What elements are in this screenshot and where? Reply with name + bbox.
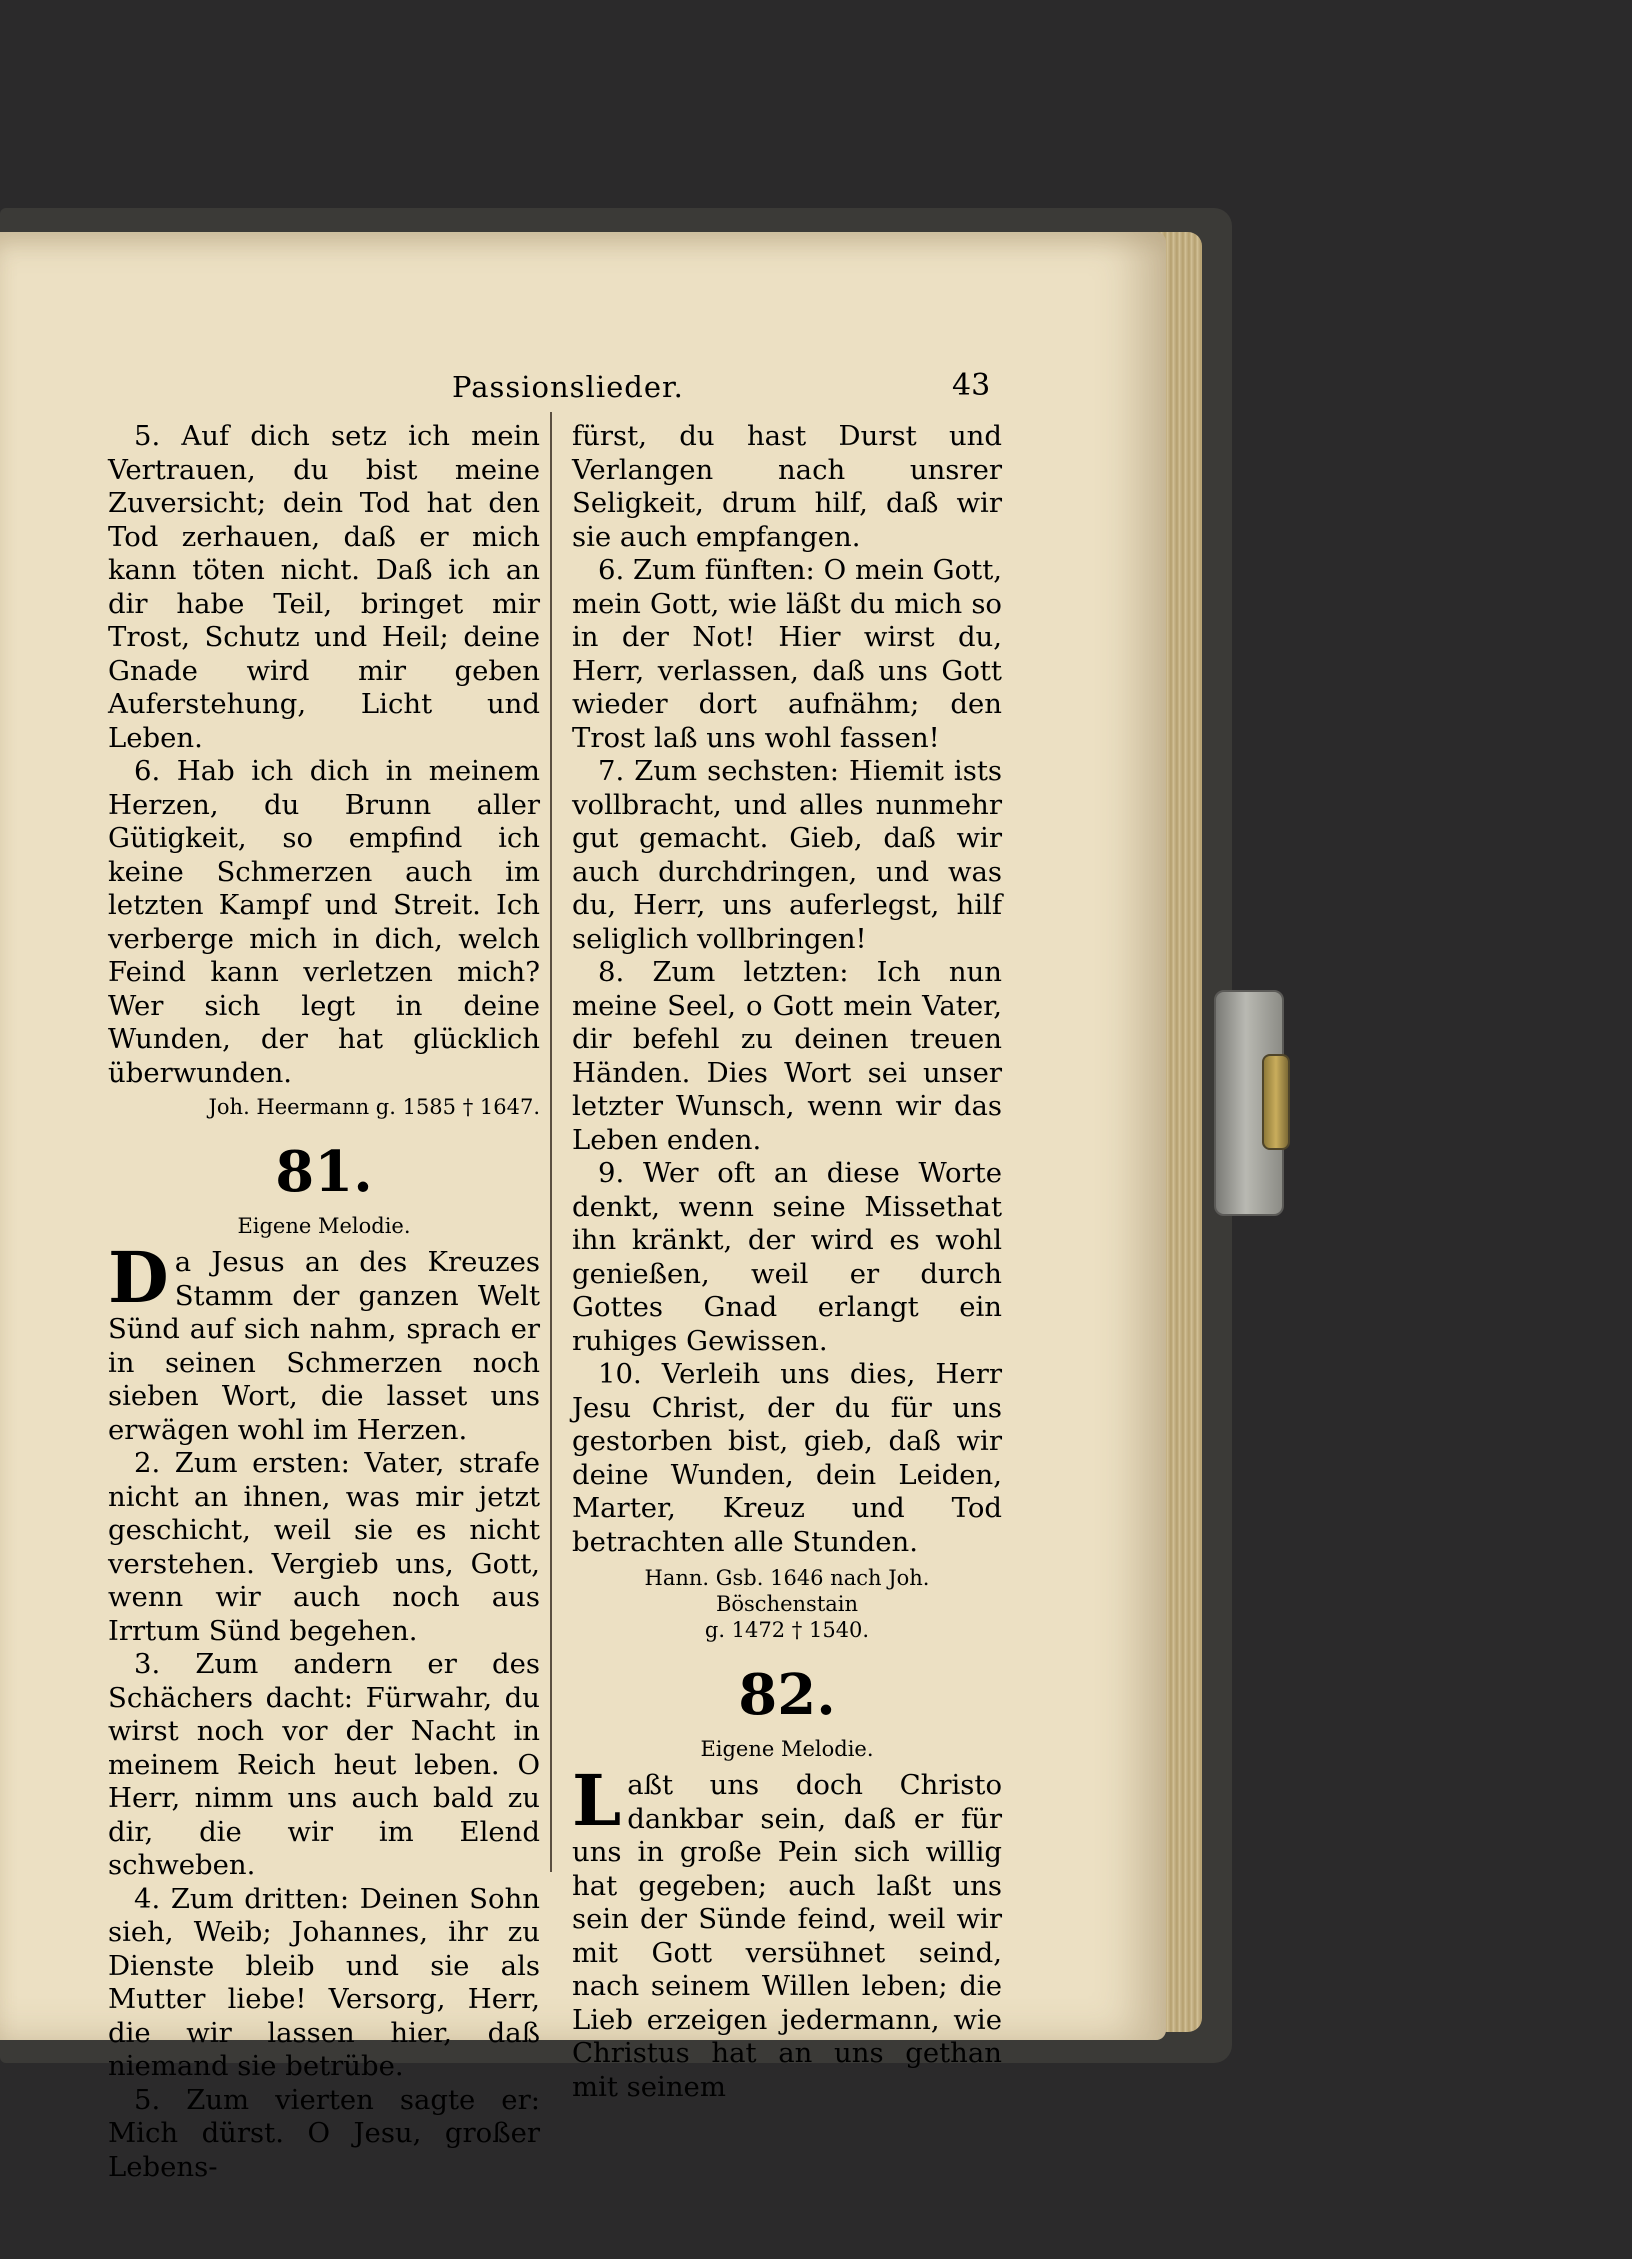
column-rule (550, 412, 552, 1872)
verse: 4. Zum dritten: Deinen Sohn sieh, Weib; Johannes, ihr zu Dienste bleib und sie als Mutter liebe! Versorg, Herr, die wir lassen hier, daß niemand sie betrübe. (108, 1882, 540, 2082)
drop-cap: L (572, 1759, 622, 1842)
first-verse-text: a Jesus an des Kreuzes Stamm der ganzen Welt Sünd auf sich nahm, sprach er in seinen Schmerzen noch sieben Wort, die lasset uns erwägen wohl im Herzen. (108, 1246, 540, 1446)
verse: 6. Zum fünften: O mein Gott, mein Gott, wie läßt du mich so in der Not! Hier wirst du, Herr, verlassen, daß uns Gott wieder dort aufnähm; den Trost laß uns wohl fassen! (572, 554, 1002, 754)
verse: 9. Wer oft an diese Worte denkt, wenn seine Missethat ihn kränkt, der wird es wohl genießen, weil er durch Gottes Gnad erlangt ein ruhiges Gewissen. (572, 1157, 1002, 1357)
verse: 5. Auf dich setz ich mein Vertrauen, du bist meine Zuversicht; dein Tod hat den Tod zerhauen, daß er mich kann töten nicht. Daß ich an dir habe Teil, bringet mir Trost, Schutz und Heil; deine Gnade wird mir geben Auferstehung, Licht und Leben. (108, 420, 540, 754)
verse: 3. Zum andern er des Schächers dacht: Fürwahr, du wirst noch vor der Nacht in meinem Reich heut leben. O Herr, nimm uns auch bald zu dir, die wir im Elend schweben. (108, 1648, 540, 1881)
first-verse-text: aßt uns doch Christo dankbar sein, daß er für uns in große Pein sich willig hat gegeben; auch laßt uns sein der Sünde feind, weil wir mit Gott versühnet seind, nach seinem Willen leben; die Lieb erzeigen jedermann, wie Christus hat an uns gethan mit seinem (572, 1769, 1002, 2103)
page-number: 43 (952, 368, 991, 403)
left-column (108, 420, 540, 2184)
hymn-first-verse (108, 1236, 540, 1447)
verse: 8. Zum letzten: Ich nun meine Seel, o Gott mein Vater, dir befehl zu deinen treuen Händen. Dies Wort sei unser letzter Wunsch, wenn wir das Leben enden. (572, 956, 1002, 1156)
verse: 10. Verleih uns dies, Herr Jesu Christ, der du für uns gestorben bist, gieb, daß wir deine Wunden, dein Leiden, Marter, Kreuz und Tod betrachten alle Stunden. (572, 1358, 1002, 1558)
melody-note: Eigene Melodie. (237, 1214, 411, 1238)
drop-cap: D (108, 1236, 169, 1319)
hymn-number: 82. (738, 1662, 836, 1728)
melody-note: Eigene Melodie. (700, 1737, 874, 1761)
verse: 5. Zum vierten sagte er: Mich dürst. O Jesu, großer Lebens- (108, 2083, 540, 2183)
hymn-number: 81. (275, 1139, 373, 1205)
right-column (572, 420, 1002, 2104)
hymn-attribution: Joh. Heermann g. 1585 † 1647. (208, 1095, 540, 1119)
running-head: Passionslieder. (452, 370, 684, 404)
hymn-first-verse (572, 1759, 1002, 2104)
verse: 6. Hab ich dich in meinem Herzen, du Brunn aller Gütigkeit, so empfind ich keine Schmerzen auch im letzten Kampf und Streit. Ich verberge mich in dich, welch Feind kann verletzen mich? Wer sich legt in deine Wunden, der hat glücklich überwunden. (108, 755, 540, 1089)
clasp-ring (1262, 1054, 1290, 1150)
verse: 7. Zum sechsten: Hiemit ists vollbracht, und alles nunmehr gut gemacht. Gieb, daß wir auch durchdringen, und was du, Herr, uns auferlegst, hilf seliglich vollbringen! (572, 755, 1002, 955)
hymn-attribution-dates: g. 1472 † 1540. (704, 1618, 870, 1642)
hymn-attribution: Hann. Gsb. 1646 nach Joh. Böschenstain (644, 1566, 930, 1616)
verse-continuation: fürst, du hast Durst und Verlangen nach unsrer Seligkeit, drum hilf, daß wir sie auch empfangen. (572, 420, 1002, 553)
verse: 2. Zum ersten: Vater, strafe nicht an ihnen, was mir jetzt geschicht, weil sie es nicht verstehen. Vergieb uns, Gott, wenn wir auch noch aus Irrtum Sünd begehen. (108, 1447, 540, 1647)
